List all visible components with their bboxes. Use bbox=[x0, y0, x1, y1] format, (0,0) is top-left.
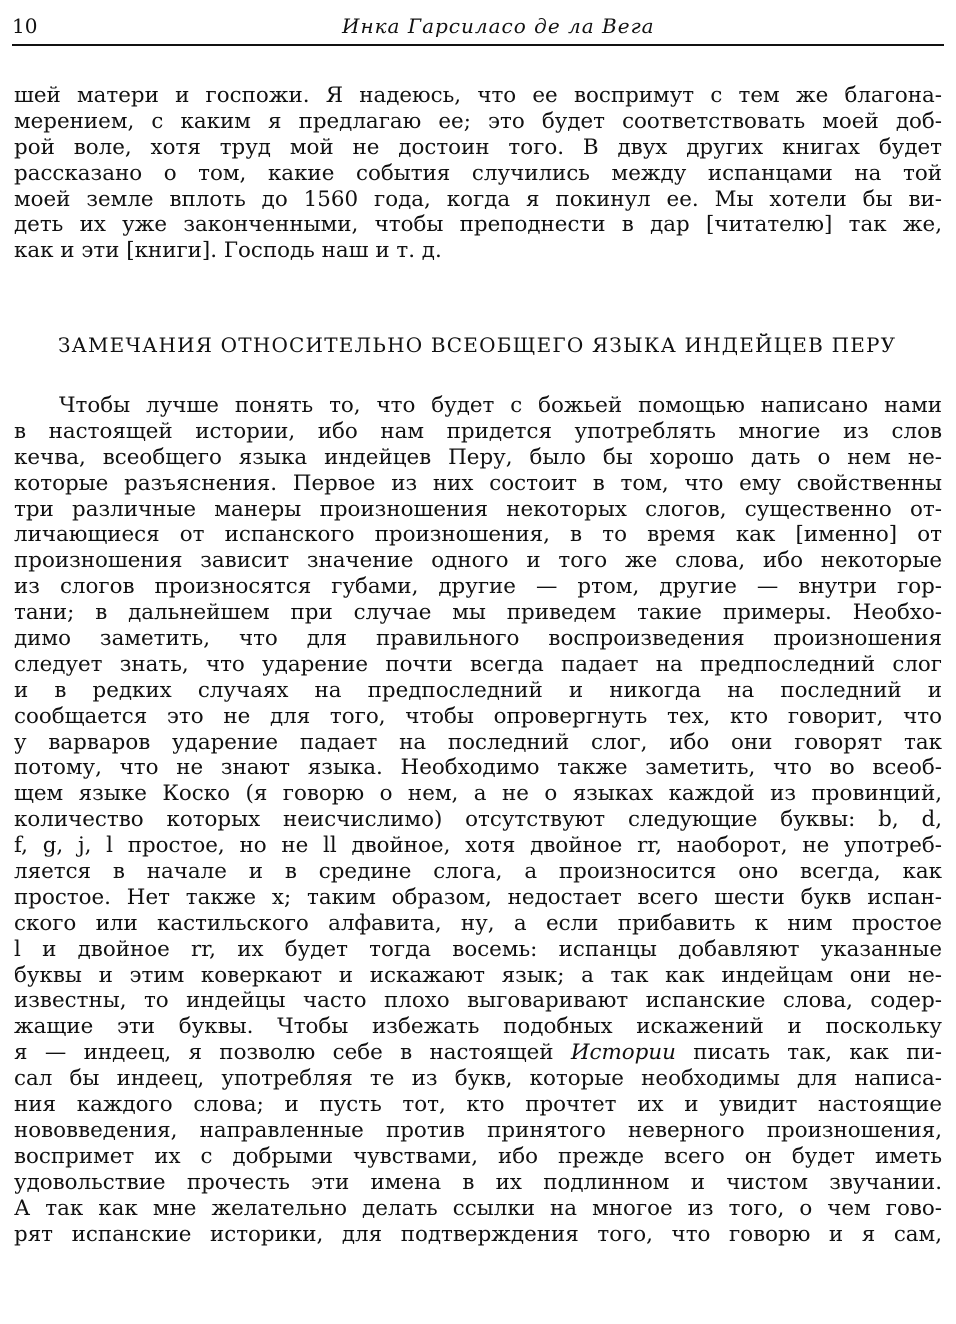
text-line: жащие эти буквы. Чтобы избежать подобных искажений и поскольку bbox=[14, 1014, 942, 1040]
text-line: димо заметить, что для правильного воспроизведения произношения bbox=[14, 626, 942, 652]
text-line bbox=[14, 1040, 942, 1066]
text-line: количество которых неисчислимо) отсутствуют следующие буквы: b, d, bbox=[14, 807, 942, 833]
text-line: кечва, всеобщего языка индейцев Перу, было бы хорошо дать о нем не- bbox=[14, 444, 942, 470]
text-line: личающиеся от испанского произношения, в то время как [именно] от bbox=[14, 522, 942, 548]
text-line: из слогов произносятся губами, другие — ртом, другие — внутри гор- bbox=[14, 574, 942, 600]
text-segment: писать так, как пи- bbox=[675, 1040, 942, 1066]
text-line: рят испанские историки, для подтверждения того, что говорю и я сам, bbox=[14, 1221, 942, 1247]
text-line: мерением, с каким я предлагаю ее; это будет соответствовать моей доб- bbox=[14, 108, 942, 134]
text-line: удовольствие прочесть эти имена в их подлинном и чистом звучании. bbox=[14, 1169, 942, 1195]
text-line: нововведения, направленные против принятого неверного произношения, bbox=[14, 1117, 942, 1143]
text-line: ляется в начале и в средине слога, а произносится оно всегда, как bbox=[14, 859, 942, 885]
text-line: три различные манеры произношения некоторых слогов, существенно от- bbox=[14, 496, 942, 522]
text-line: l и двойное rr, их будет тогда восемь: испанцы добавляют указанные bbox=[14, 936, 942, 962]
text-line: известны, то индейцы часто плохо выговаривают испанские слова, содер- bbox=[14, 988, 942, 1014]
text-line: ния каждого слова; и пусть тот, кто прочтет их и увидит настоящие bbox=[14, 1092, 942, 1118]
text-line: у варваров ударение падает на последний слог, ибо они говорят так bbox=[14, 729, 942, 755]
text-line: которые разъяснения. Первое из них состоит в том, что ему свойственны bbox=[14, 470, 942, 496]
text-line: простое. Нет также x; таким образом, недостает всего шести букв испан- bbox=[14, 884, 942, 910]
running-head bbox=[12, 10, 944, 46]
text-line: f, g, j, l простое, но не ll двойное, хотя двойное rr, наоборот, не употреб- bbox=[14, 833, 942, 859]
text-line: щем языке Коско (я говорю о нем, а не о языках каждой из провинций, bbox=[14, 781, 942, 807]
text-line: ского или кастильского алфавита, ну, а если прибавить к ним простое bbox=[14, 910, 942, 936]
page-number: 10 bbox=[12, 14, 38, 38]
running-title: Инка Гарсиласо де ла Вега bbox=[342, 14, 655, 38]
text-line: Чтобы лучше понять то, что будет с божьей помощью написано нами bbox=[59, 393, 942, 418]
text-line: произношения зависит значение одного и того же слова, ибо некоторые bbox=[14, 548, 942, 574]
text-line: сал бы индеец, употребляя те из букв, которые необходимы для написа- bbox=[14, 1066, 942, 1092]
paragraph-2 bbox=[14, 393, 942, 1247]
text-line: буквы и этим коверкают и искажают язык; а так как индейцам они не- bbox=[14, 962, 942, 988]
paragraph-1 bbox=[14, 83, 942, 264]
text-line: шей матери и госпожи. Я надеюсь, что ее воспримут с тем же благона- bbox=[14, 83, 942, 108]
text-line: следует знать, что ударение почти всегда падает на предпоследний слог bbox=[14, 651, 942, 677]
text-line: моей земле вплоть до 1560 года, когда я покинул ее. Мы хотели бы ви- bbox=[14, 186, 942, 212]
text-line: сообщается это не для того, чтобы опровергнуть тех, кто говорит, что bbox=[14, 703, 942, 729]
text-line: деть их уже законченными, чтобы преподнести в дар [читателю] так же, bbox=[14, 212, 942, 238]
text-line: А так как мне желательно делать ссылки на многое из того, о чем гово- bbox=[14, 1195, 942, 1221]
italic-title: Истории bbox=[570, 1040, 676, 1066]
text-line: воспримет их с добрыми чувствами, ибо прежде всего он будет иметь bbox=[14, 1143, 942, 1169]
text-segment: я — индеец, я позволю себе в настоящей bbox=[14, 1040, 571, 1066]
text-line: как и эти [книги]. Господь наш и т. д. bbox=[14, 238, 442, 264]
text-line: потому, что не знают языка. Необходимо также заметить, что во всеоб- bbox=[14, 755, 942, 781]
section-heading: ЗАМЕЧАНИЯ ОТНОСИТЕЛЬНО ВСЕОБЩЕГО ЯЗЫКА ИНДЕЙЦЕВ ПЕРУ bbox=[58, 333, 897, 357]
text-line: тани; в дальнейшем при случае мы приведем такие примеры. Необхо- bbox=[14, 600, 942, 626]
text-line: рой воле, хотя труд мой не достоин того. В двух других книгах будет bbox=[14, 134, 942, 160]
text-line: и в редких случаях на предпоследний и никогда на последний и bbox=[14, 677, 942, 703]
text-line: в настоящей истории, ибо нам придется употреблять многие из слов bbox=[14, 418, 942, 444]
text-line: рассказано о том, какие события случились между испанцами на той bbox=[14, 160, 942, 186]
